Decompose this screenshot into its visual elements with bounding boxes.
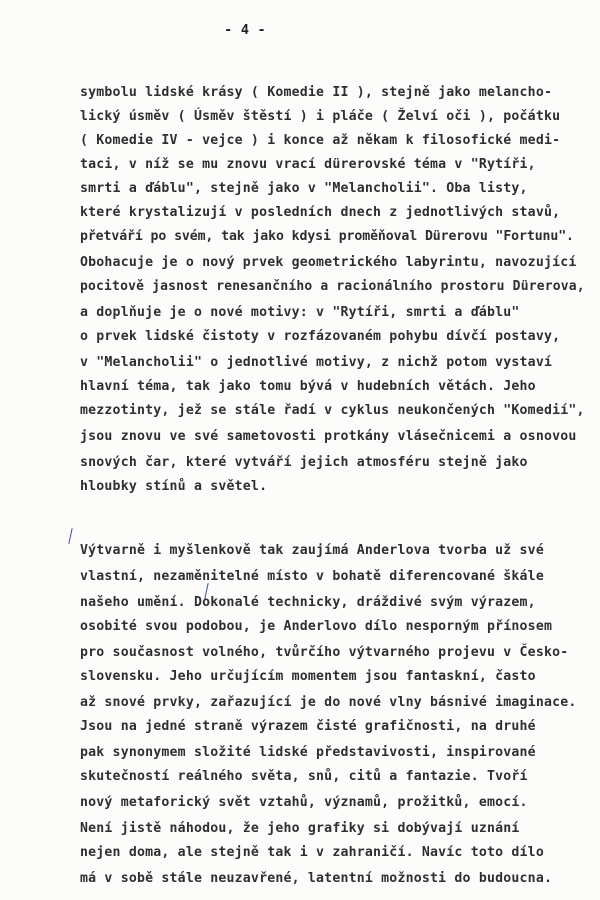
text-line: lický úsměv ( Úsměv štěstí ) i pláče ( Želví oči ), počátku xyxy=(80,109,561,124)
text-line: Výtvarně i myšlenkově tak zaujímá Anderlova tvorba už své xyxy=(80,543,544,558)
text-line: vlastní, nezaměnitelné místo v bohatě diferencované škále xyxy=(80,569,544,584)
text-line: skutečností reálného světa, snů, citů a fantazie. Tvoří xyxy=(80,769,528,784)
text-line: pak synonymem složité lidské představivosti, inspirované xyxy=(80,745,536,760)
text-line: symbolu lidské krásy ( Komedie II ), stejně jako melancho- xyxy=(80,85,553,100)
page-edge xyxy=(0,886,600,900)
text-line: ( Komedie IV - vejce ) i konce až někam k filosofické medi- xyxy=(80,133,561,148)
text-line: osobité svou podobou, je Anderlovo dílo nesporným přínosem xyxy=(80,619,553,634)
text-line: hloubky stínů a světel. xyxy=(80,479,268,494)
text-line: Obohacuje je o nový prvek geometrického labyrintu, navozující xyxy=(80,255,577,270)
text-line: a doplňuje je o nové motivy: v "Rytíři, smrti a ďáblu" xyxy=(80,305,520,320)
text-line: až snové prvky, zařazující je do nové vlny básnivé imaginace. xyxy=(80,695,577,710)
text-line: mezzotinty, jež se stále řadí v cyklus neukončených "Komedií", xyxy=(80,403,585,418)
text-line: slovensku. Jeho určujícím momentem jsou fantaskní, často xyxy=(80,669,536,684)
text-line: snových čar, které vytváří jejich atmosféru stejně jako xyxy=(80,455,528,470)
text-line: Jsou na jedné straně výrazem čisté grafičnosti, na druhé xyxy=(80,719,536,734)
text-line: smrti a ďáblu", stejně jako v "Melancholii". Oba listy, xyxy=(80,181,528,196)
text-line: jsou znovu ve své sametovosti protkány vlásečnicemi a osnovou xyxy=(80,429,577,444)
text-line: Není jistě náhodou, že jeho grafiky si dobývají uznání xyxy=(80,821,520,836)
text-line: v "Melancholii" o jednotlivé motivy, z nichž potom vystaví xyxy=(80,355,553,370)
text-line: o prvek lidské čistoty v rozfázovaném pohybu dívčí postavy, xyxy=(80,329,561,344)
text-line: taci, v níž se mu znovu vrací dürerovské téma v "Rytíři, xyxy=(80,157,536,172)
text-line: které krystalizují v posledních dnech z jednotlivých stavů, xyxy=(80,205,561,220)
text-line: nejen doma, ale stejně tak i v zahraničí. Navíc toto dílo xyxy=(80,845,544,860)
text-line: má v sobě stále neuzavřené, latentní možnosti do budoucna. xyxy=(80,871,553,886)
text-line: nový metaforický svět vztahů, významů, prožitků, emocí. xyxy=(80,795,528,810)
text-line: pocitově jasnost renesančního a racionálního prostoru Dürerova, xyxy=(80,279,585,294)
text-line: hlavní téma, tak jako tomu bývá v hudebních větách. Jeho xyxy=(80,379,536,394)
text-line: pro současnost volného, tvůrčího výtvarného projevu v Česko- xyxy=(80,645,569,660)
text-line: našeho umění. Dokonalé technicky, dráždivé svým výrazem, xyxy=(80,595,536,610)
text-line: přetváří po svém, tak jako kdysi proměňoval Dürerovu "Fortunu". xyxy=(80,229,574,244)
page-number: - 4 - xyxy=(224,22,266,38)
